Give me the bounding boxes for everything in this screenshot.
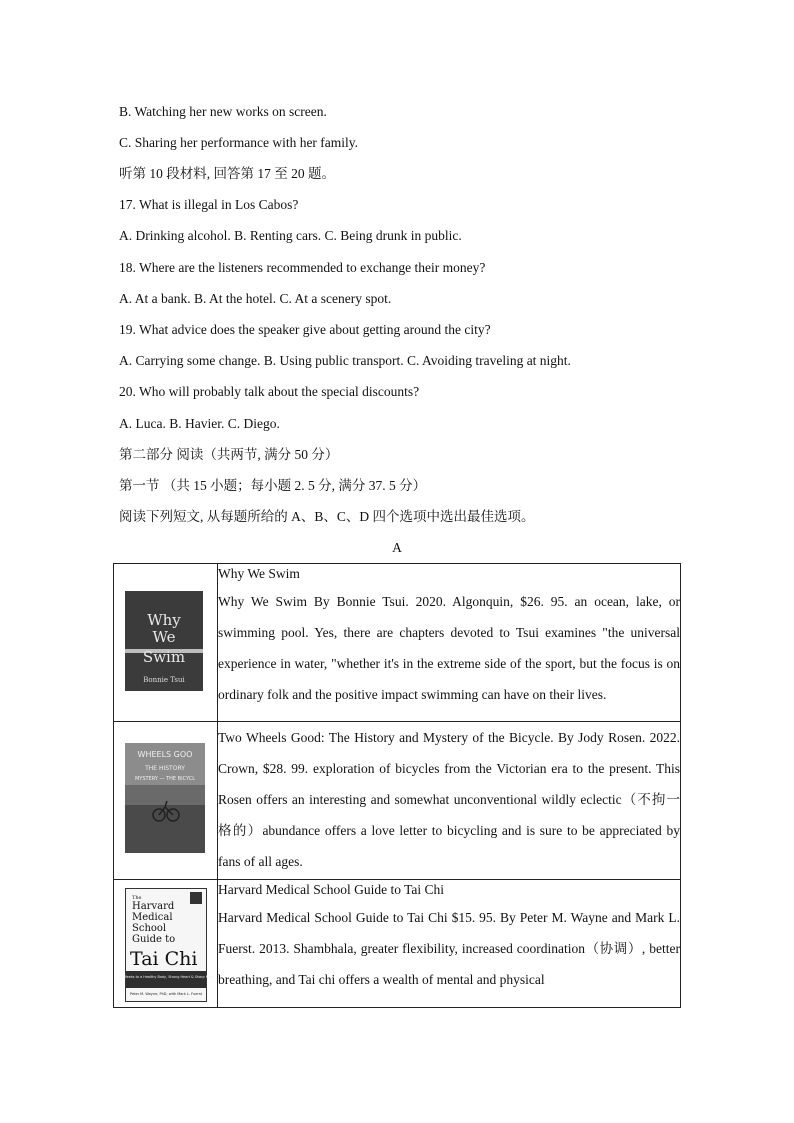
cover-band: 12 Weeks to a Healthy Body, Strong Heart & Sharp Mind [118,975,214,979]
cover-l1: Harvard [132,901,175,912]
cover-title-line3: MYSTERY — THE BICYCL [134,776,196,782]
book-description: Why We Swim By Bonnie Tsui. 2020. Algonquin, $26. 95. an ocean, lake, or swimming pool. Yes, there are chapters devoted to Tsui examines "the universal experience in water, "whether it's in the extreme side of the sport, but the focus is on ordinary folk and the positive impact swimming can have on their lives. [218,594,680,702]
cover-small: The [132,895,142,901]
question-20-options: A. Luca. B. Havier. C. Diego. [119,416,280,431]
table-row [114,564,681,722]
cover-title-line1: Why [147,611,181,629]
option-c-prev: C. Sharing her performance with her family. [119,135,359,150]
book-title: Why We Swim [218,566,300,581]
table-row [114,880,681,1008]
two-wheels-good-cover [125,743,205,853]
cover-l3: School [132,923,167,934]
book-description: Harvard Medical School Guide to Tai Chi $15. 95. By Peter M. Wayne and Mark L. Fuerst. 2013. Shambhala, greater flexibility, increased coordination（协调）, better breathing, and Tai chi offers a wealth of mental and physical [218,910,680,987]
cover-cell [114,564,218,722]
cover-title-line2: THE HISTORY [145,765,185,772]
passage-label: A [392,540,402,555]
reading-instruction: 阅读下列短文, 从每题所给的 A、B、C、D 四个选项中选出最佳选项。 [119,509,535,524]
cover-title-line2: We [152,628,176,646]
why-we-swim-cover [125,591,203,691]
book-description: Two Wheels Good: The History and Mystery of the Bicycle. By Jody Rosen. 2022. Crown, $28. 99. exploration of bicycles from the Victorian era to the present. This Rosen offers an interesting and somewhat unconventional wildly eclectic（不拘一格的）abundance offers a love letter to bicycling and is sure to be appreciated by fans of all ages. [218,730,680,869]
book-text-cell [218,880,681,1008]
reading-part-title: 第二部分 阅读（共两节, 满分 50 分） [119,447,339,462]
book-title: Harvard Medical School Guide to Tai Chi [218,882,445,897]
option-b-prev: B. Watching her new works on screen. [119,104,327,119]
cover-cell [114,722,218,880]
cover-cell [114,880,218,1008]
section10-instruction: 听第 10 段材料, 回答第 17 至 20 题。 [119,166,335,181]
cover-l2: Medical [132,912,173,923]
question-18: 18. Where are the listeners recommended to exchange their money? [119,260,486,275]
tai-chi-cover [118,888,214,1002]
cover-authors: Peter M. Wayne, PhD, with Mark L. Fuerst [129,992,203,996]
cover-big-title: Tai Chi [130,948,198,970]
cover-title-line1: WHEELS GOO [137,750,193,759]
question-17-options: A. Drinking alcohol. B. Renting cars. C. Being drunk in public. [119,228,462,243]
question-18-options: A. At a bank. B. At the hotel. C. At a scenery spot. [119,291,392,306]
cover-title-line3: Swim [142,648,186,666]
cover-author: Bonnie Tsui [143,676,185,684]
book-text-cell [218,722,681,880]
question-19-options: A. Carrying some change. B. Using public transport. C. Avoiding traveling at night. [119,353,571,368]
reading-section-title: 第一节 （共 15 小题；每小题 2. 5 分, 满分 37. 5 分） [119,478,427,493]
question-17: 17. What is illegal in Los Cabos? [119,197,299,212]
table-row [114,722,681,880]
book-table [113,563,681,1008]
book-text-cell [218,564,681,722]
cover-l4: Guide to [132,934,176,945]
question-20: 20. Who will probably talk about the special discounts? [119,384,420,399]
question-19: 19. What advice does the speaker give about getting around the city? [119,322,491,337]
